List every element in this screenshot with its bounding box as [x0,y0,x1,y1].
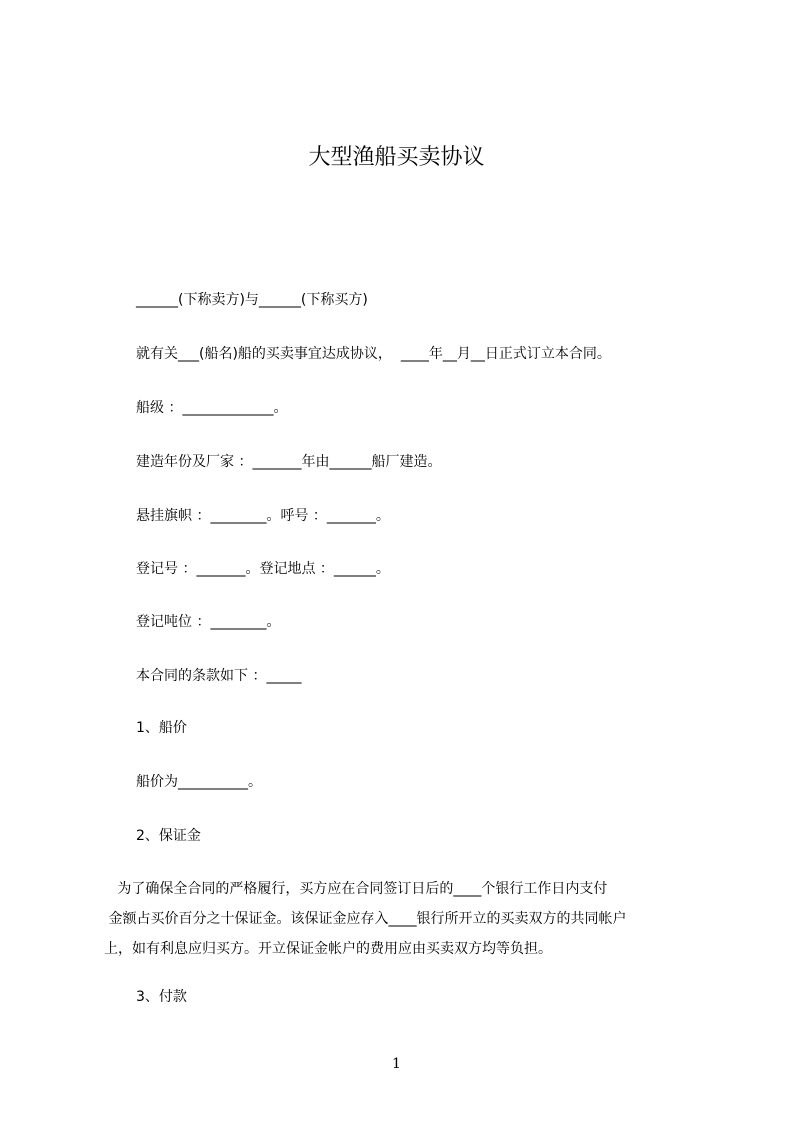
price-line: 船价为__________。 [136,774,262,790]
deposit-paragraph-line: 上，如有利息应归买方。开立保证金帐户的费用应由买卖双方均等负担。 [104,941,552,957]
registration-line: 登记号 ：_______。登记地点 ：______。 [136,561,390,577]
deposit-paragraph-line: 为了确保全合同的严格履行，买方应在合同签订日后的____个银行工作日内支付 [104,881,608,897]
deposit-paragraph-line: 金额占买价百分之十保证金。该保证金应存入____银行所开立的买卖双方的共同帐户 [104,911,627,927]
flag-callsign-line: 悬挂旗帜 ：________。呼号 ：_______。 [136,508,390,524]
terms-intro-line: 本合同的条款如下 ：_____ [136,668,302,684]
section-2-heading: 2、保证金 [136,828,201,844]
section-1-heading: 1、船价 [136,720,187,736]
deposit-paragraph [104,879,689,969]
agreement-date-line: 就有关___(船名)船的买卖事宜达成协议， ____年__月__日正式订立本合同。 [136,346,611,362]
parties-line: ______(下称卖方)与______(下称买方) [136,292,368,308]
tonnage-line: 登记吨位 ：________。 [136,614,281,630]
document-title: 大型渔船买卖协议 [308,145,485,170]
build-year-line: 建造年份及厂家 ：_______年由______船厂建造。 [136,454,442,470]
section-3-heading: 3、付款 [136,989,187,1005]
page-number: 1 [392,1056,401,1072]
ship-class-line: 船级 ：_____________。 [136,400,288,416]
